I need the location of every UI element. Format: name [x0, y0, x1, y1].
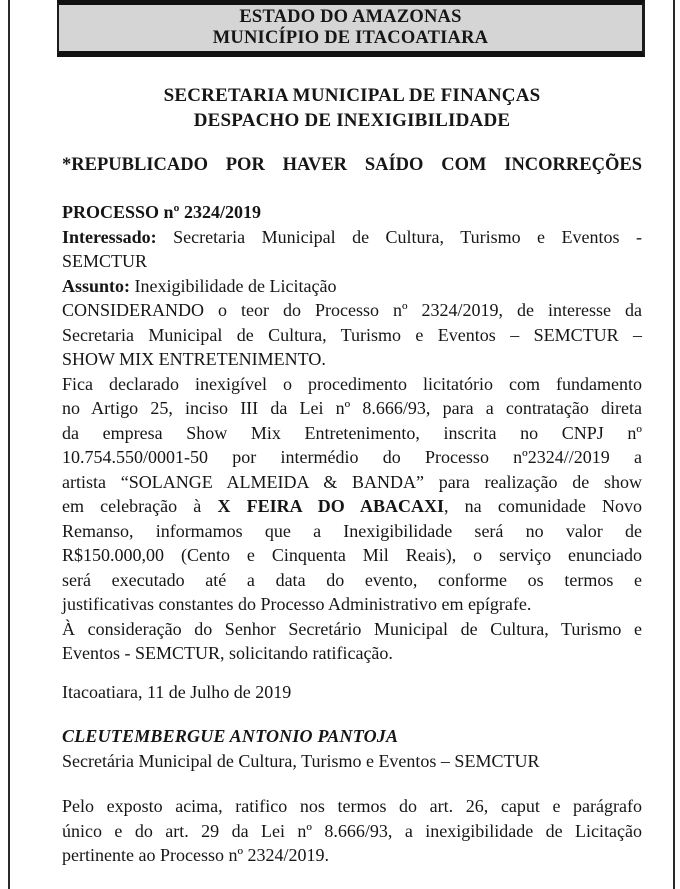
assunto-value: Inexigibilidade de Licitação — [134, 275, 337, 296]
declaration-line: será executado até a data do evento, conforme os termos e — [62, 569, 642, 590]
assunto-label: Assunto: — [62, 275, 131, 296]
considerando-line: Secretaria Municipal de Cultura, Turismo e Eventos – SEMCTUR – — [62, 324, 642, 345]
ratification-line: único e do art. 29 da Lei nº 8.666/93, a inexigibilidade de Licitação — [62, 820, 642, 841]
page-left-border — [8, 0, 10, 889]
interessado-value: Secretaria Municipal de Cultura, Turismo e Eventos - — [173, 226, 643, 247]
date-block — [62, 680, 642, 705]
event-line-pre: em celebração à — [62, 496, 218, 516]
document-body — [62, 57, 642, 868]
signature-name: CLEUTEMBERGUE ANTONIO PANTOJA — [62, 726, 399, 746]
declaration-line: no Artigo 25, inciso III da Lei nº 8.666/93, para a contratação direta — [62, 398, 642, 418]
date-line: Itacoatiara, 11 de Julho de 2019 — [62, 681, 292, 702]
process-number: PROCESSO nº 2324/2019 — [62, 202, 261, 222]
page-right-border — [673, 0, 675, 889]
republication-notice: *REPUBLICADO POR HAVER SAÍDO COM INCORREÇÕES — [62, 155, 642, 175]
considerando-line: SHOW MIX ENTRETENIMENTO. — [62, 349, 326, 369]
consideracao-line: À consideração do Senhor Secretário Municipal de Cultura, Turismo e — [62, 618, 642, 639]
declaration-line: justificativas constantes do Processo Administrativo em epígrafe. — [62, 594, 532, 614]
title-despacho: DESPACHO DE INEXIGIBILIDADE — [193, 110, 511, 131]
document-title — [62, 83, 642, 133]
signature-role: Secretária Municipal de Cultura, Turismo e Eventos – SEMCTUR — [62, 750, 540, 771]
ratification-block — [62, 794, 642, 868]
declaration-line: R$150.000,00 (Cento e Cinquenta Mil Reais), o serviço enunciado — [62, 545, 642, 565]
interessado-value-continued: SEMCTUR — [62, 251, 148, 271]
main-text-block — [62, 200, 642, 666]
declaration-line: artista “SOLANGE ALMEIDA & BANDA” para realização de show — [62, 471, 642, 492]
declaration-line: 10.754.550/0001-50 por intermédio do Processo nº2324//2019 a — [62, 447, 642, 467]
ratification-line: pertinente ao Processo nº 2324/2019. — [62, 845, 330, 865]
field-interessado — [62, 225, 642, 250]
declaration-line: da empresa Show Mix Entretenimento, inscrita no CNPJ nº — [62, 422, 642, 443]
header-banner — [57, 0, 645, 57]
ratification-line: Pelo exposto acima, ratifico nos termos do art. 26, caput e parágrafo — [62, 796, 642, 816]
declaration-line: Remanso, informamos que a Inexigibilidade será no valor de — [62, 520, 642, 541]
field-assunto — [62, 274, 642, 299]
considerando-line: CONSIDERANDO o teor do Processo nº 2324/2019, de interesse da — [62, 300, 642, 320]
interessado-label: Interessado: — [62, 226, 157, 247]
declaration-line-event — [62, 494, 642, 519]
declaration-line: Fica declarado inexigível o procedimento licitatório com fundamento — [62, 373, 642, 394]
banner-municipality-line: MUNICÍPIO DE ITACOATIARA — [212, 28, 489, 48]
consideracao-line: Eventos - SEMCTUR, solicitando ratificação. — [62, 643, 393, 663]
event-name: X FEIRA DO ABACAXI — [217, 496, 444, 516]
banner-state-line: ESTADO DO AMAZONAS — [239, 7, 462, 27]
title-secretaria: SECRETARIA MUNICIPAL DE FINANÇAS — [163, 85, 541, 106]
signature-block — [62, 724, 642, 773]
event-line-post: , na comunidade Novo — [444, 496, 642, 516]
